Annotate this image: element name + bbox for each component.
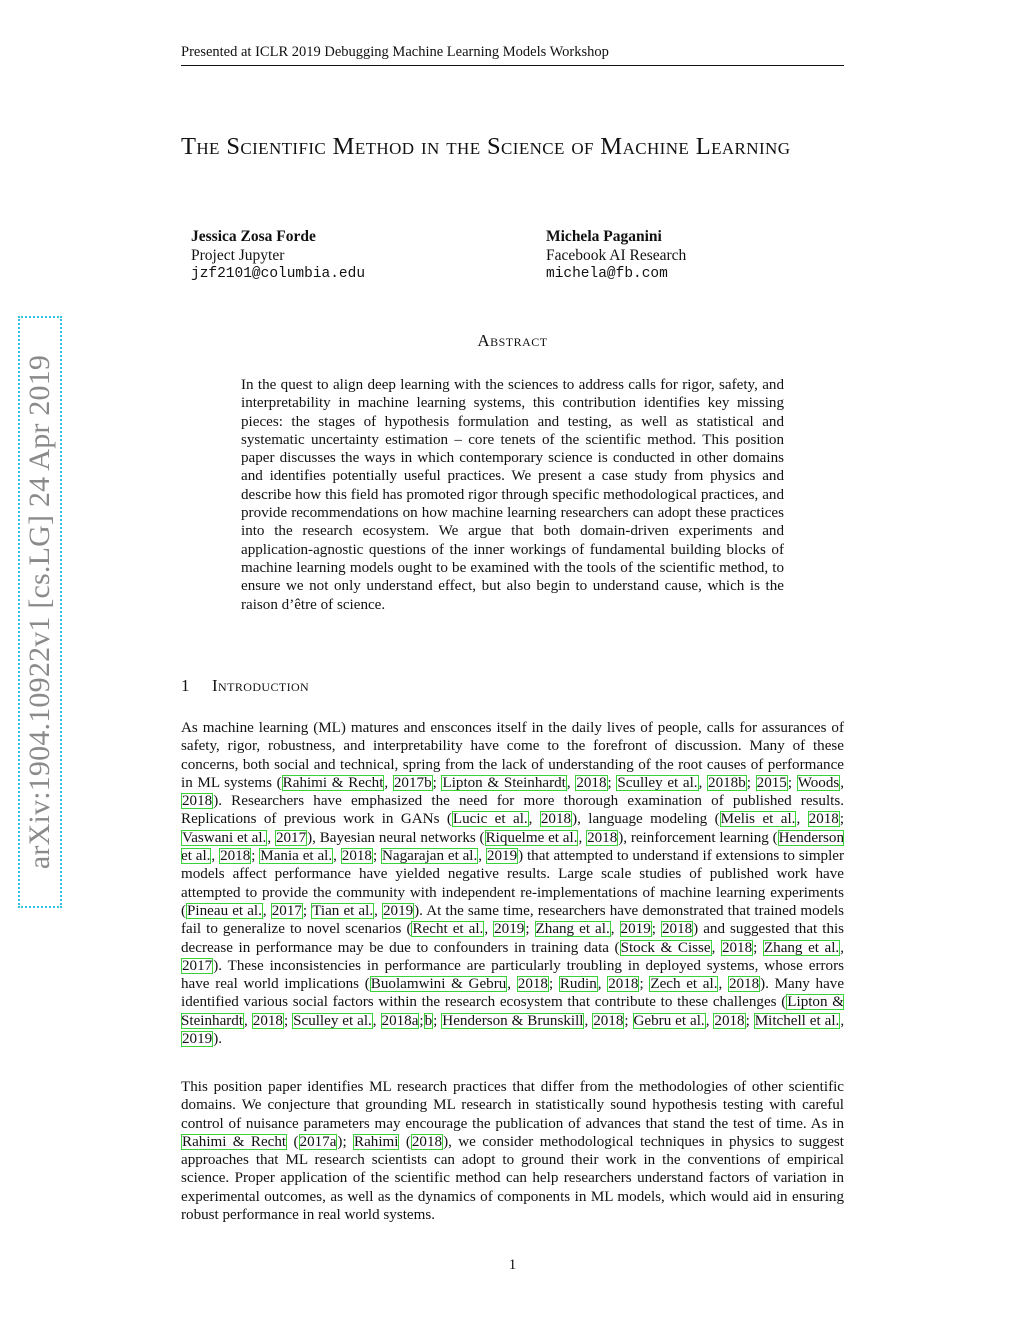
citation-link[interactable]: 2018 xyxy=(252,1012,283,1029)
text-run: ; xyxy=(639,976,650,993)
citation-link[interactable]: Lipton & Steinhardt xyxy=(181,994,844,1029)
citation-link[interactable]: 2018 xyxy=(721,939,753,956)
text-run: ; xyxy=(624,1012,633,1029)
text-run: ; xyxy=(746,774,756,791)
citation-link[interactable]: Henderson & Brunskill xyxy=(442,1012,584,1029)
text-run: ); xyxy=(337,1133,354,1150)
text-run: , xyxy=(718,976,728,993)
citation-link[interactable]: Tian et al. xyxy=(312,902,374,919)
citation-link[interactable]: 2018 xyxy=(587,829,618,846)
text-run: , xyxy=(333,848,341,865)
header-rule xyxy=(181,65,844,66)
text-run: ; xyxy=(548,976,559,993)
text-run: , xyxy=(698,774,708,791)
running-header: Presented at ICLR 2019 Debugging Machine Learning Models Workshop xyxy=(181,44,609,60)
citation-link[interactable]: 2015 xyxy=(756,774,787,791)
text-run: , xyxy=(262,902,271,919)
citation-link[interactable]: Recht et al. xyxy=(412,921,484,938)
text-run: ; xyxy=(302,902,312,919)
author-affiliation: Facebook AI Research xyxy=(546,247,687,264)
citation-link[interactable]: Nagarajan et al. xyxy=(382,848,478,865)
text-run: , xyxy=(484,921,494,938)
text-run: ; xyxy=(745,1012,754,1029)
citation-link[interactable]: Melis et al. xyxy=(720,811,796,828)
text-run: As machine learning (ML) matures and ensconces itself in the daily lives of people, calls for assurances of safety, rigor, robustness, and interpretability have come to the forefront of discussion. Many of these concerns, both social and technical, spring from the lack of understanding of the root causes of performance in ML systems ( xyxy=(181,720,844,791)
citation-link[interactable]: 2018 xyxy=(714,1012,745,1029)
text-run: ; xyxy=(651,921,661,938)
text-run: ). Researchers have emphasized the need for more thorough examination of published results. Replications of previous work in GANs ( xyxy=(181,793,844,828)
citation-link[interactable]: 2017a xyxy=(299,1133,337,1150)
text-run: ; xyxy=(251,848,260,865)
text-run: ), we consider methodological techniques in physics to suggest approaches that ML research scientists can adopt to ground their work in the conventions of empirical science. Proper application of the scientific method can help researchers understand factors of variation in experimental outcomes, as well as the dynamics of components in ML models, which would aid in ensuring robust performance in real world systems. xyxy=(181,1133,844,1224)
text-run: , xyxy=(584,1012,593,1029)
text-run: , xyxy=(840,939,844,956)
citation-link[interactable]: 2019 xyxy=(182,1031,213,1048)
text-run: , xyxy=(711,939,721,956)
text-run: , xyxy=(478,848,486,865)
intro-paragraph-2 xyxy=(181,1078,844,1224)
text-run: ; xyxy=(525,921,535,938)
citation-link[interactable]: 2018 xyxy=(728,976,760,993)
citation-link[interactable]: 2019 xyxy=(620,921,651,938)
section-title: Introduction xyxy=(212,676,310,695)
text-run: , xyxy=(578,829,587,846)
page-number: 1 xyxy=(508,1257,517,1273)
text-run: ; xyxy=(283,1012,293,1029)
citation-link[interactable]: Henderson et al. xyxy=(181,829,845,865)
citation-link[interactable]: Riquelme et al. xyxy=(485,829,578,846)
text-run: ; xyxy=(419,1012,424,1029)
citation-link[interactable]: 2018a xyxy=(381,1012,419,1029)
author-block xyxy=(191,227,491,284)
text-run: , xyxy=(566,774,576,791)
citation-link[interactable]: Pineau et al. xyxy=(187,902,262,919)
citation-link[interactable]: Vaswani et al. xyxy=(182,829,267,846)
citation-link[interactable]: 2017 xyxy=(271,902,302,919)
author-name: Michela Paganini xyxy=(546,228,662,245)
text-run: ( xyxy=(399,1133,411,1150)
citation-link[interactable]: Woods xyxy=(797,774,840,791)
text-run: ) and suggested that this decrease in performance may be due to confounders in training data ( xyxy=(181,921,845,956)
text-run: , xyxy=(840,774,845,791)
citation-link[interactable]: Zhang et al. xyxy=(535,921,610,938)
author-email: michela@fb.com xyxy=(546,266,668,282)
author-name: Jessica Zosa Forde xyxy=(191,228,316,245)
text-run: , xyxy=(372,1012,381,1029)
citation-link[interactable]: 2017b xyxy=(393,774,432,791)
citation-link[interactable]: 2018 xyxy=(540,811,572,828)
citation-link[interactable]: Sculley et al. xyxy=(293,1012,372,1029)
abstract-heading: Abstract xyxy=(477,331,548,350)
citation-link[interactable]: Mania et al. xyxy=(260,848,333,865)
text-run: , xyxy=(528,811,540,828)
text-run: ; xyxy=(433,1012,442,1029)
citation-link[interactable]: 2018 xyxy=(341,848,372,865)
text-run: ; xyxy=(753,939,763,956)
text-run: This position paper identifies ML research practices that differ from the methodologies of other scientific domains. We conjecture that grounding ML research in statistically sound hypothesis testing with careful control of nuisance parameters may encourage the publication of advances that stand the test of time. As in xyxy=(181,1079,844,1132)
citation-link[interactable]: Zech et al. xyxy=(650,976,718,993)
text-run: ( xyxy=(287,1133,299,1150)
citation-link[interactable]: Zhang et al. xyxy=(763,939,840,956)
citation-link[interactable]: 2018 xyxy=(576,774,607,791)
citation-link[interactable]: Rahimi & Recht xyxy=(182,1133,287,1150)
text-run: , xyxy=(840,1012,845,1029)
text-run: ). These inconsistencies in performance are particularly troubling in deployed systems, whose errors have real world implications ( xyxy=(181,957,844,993)
text-run: ) that attempted to understand if extensions to simpler models affect performance have yielded negative results. Large scale studies of published work have attempted to provide the community with independent re-implementations of machine learning experiments ( xyxy=(181,848,845,919)
citation-link[interactable]: 2018 xyxy=(220,848,251,865)
text-run: , xyxy=(244,1012,252,1029)
citation-link[interactable]: 2018b xyxy=(708,774,746,791)
text-run: ), reinforcement learning ( xyxy=(618,829,778,846)
text-run: , xyxy=(211,848,220,865)
citation-link[interactable]: Stock & Cisse xyxy=(620,939,711,956)
citation-link[interactable]: Lucic et al. xyxy=(452,811,528,828)
citation-link[interactable]: Lipton & Steinhardt xyxy=(442,774,566,791)
text-run: ). xyxy=(213,1031,222,1048)
paper-title: The Scientific Method in the Science of Machine Learning xyxy=(181,133,791,160)
citation-link[interactable]: 2018 xyxy=(608,976,639,993)
text-run: , xyxy=(384,774,393,791)
text-run: ). At the same time, researchers have demonstrated that trained models fail to generalize to novel scenarios ( xyxy=(181,902,845,938)
citation-link[interactable]: 2018 xyxy=(517,976,548,993)
citation-link[interactable]: Sculley et al. xyxy=(617,774,698,791)
citation-link[interactable]: Rahimi xyxy=(354,1133,399,1150)
citation-link[interactable]: 2019 xyxy=(382,902,414,919)
text-run: ), language modeling ( xyxy=(572,811,720,828)
text-run: , xyxy=(597,976,608,993)
citation-link[interactable]: Mitchell et al. xyxy=(754,1012,840,1029)
text-run: , xyxy=(705,1012,714,1029)
text-run: ; xyxy=(839,811,845,828)
text-run: , xyxy=(267,829,275,846)
citation-link[interactable]: 2019 xyxy=(494,921,525,938)
citation-link[interactable]: 2018 xyxy=(182,793,213,810)
section-number: 1 xyxy=(181,676,190,695)
text-run: ; xyxy=(432,774,442,791)
citation-link[interactable]: 2017 xyxy=(182,957,213,974)
citation-link[interactable]: Buolamwini & Gebru xyxy=(370,976,507,993)
citation-link[interactable]: 2018 xyxy=(808,811,839,828)
citation-link[interactable]: b xyxy=(424,1012,433,1029)
text-run: , xyxy=(374,902,382,919)
intro-paragraph-1 xyxy=(181,719,844,1048)
section-heading xyxy=(181,676,844,696)
citation-link[interactable]: Gebru et al. xyxy=(633,1012,705,1029)
text-run: , xyxy=(796,811,808,828)
citation-link[interactable]: Rahimi & Recht xyxy=(282,774,384,791)
citation-link[interactable]: 2018 xyxy=(661,921,693,938)
citation-link[interactable]: 2017 xyxy=(275,829,307,846)
text-run: ), Bayesian neural networks ( xyxy=(307,829,485,846)
text-run: , xyxy=(610,921,620,938)
text-run: , xyxy=(507,976,517,993)
text-run: ). Many have identified various social factors within the research ecosystem that contribute to these challenges ( xyxy=(181,976,845,1011)
text-run: ; xyxy=(607,774,617,791)
author-affiliation: Project Jupyter xyxy=(191,247,285,264)
author-block xyxy=(546,227,846,284)
citation-link[interactable]: 2018 xyxy=(593,1012,624,1029)
author-email: jzf2101@columbia.edu xyxy=(191,266,366,282)
citation-link[interactable]: Rudin xyxy=(559,976,597,993)
text-run: ; xyxy=(372,848,381,865)
abstract-text: In the quest to align deep learning with the sciences to address calls for rigor, safety, and interpretability in machine learning systems, this contribution identifies key missing pieces: the stages of hypothesis formulation and testing, as well as statistical and systematic uncertainty estimation – core tenets of the scientific method. This position paper discusses the ways in which contemporary science is conducted in other domains and identifies potentially useful practices. We present a case study from physics and describe how this field has promoted rigor through specific methodological practices, and provide recommendations on how machine learning researchers can adopt these practices into the research ecosystem. We argue that both domain-driven experiments and application-agnostic questions of the inner workings of fundamental building blocks of machine learning models ought to be examined with the tools of the scientific method, to ensure we not only understand effect, but also begin to understand cause, which is the raison d’être of science. xyxy=(241,377,784,613)
text-run: ; xyxy=(787,774,797,791)
citation-link[interactable]: 2019 xyxy=(486,848,518,865)
arxiv-identifier[interactable]: arXiv:1904.10922v1 [cs.LG] 24 Apr 2019 xyxy=(23,354,56,870)
citation-link[interactable]: 2018 xyxy=(411,1133,443,1150)
